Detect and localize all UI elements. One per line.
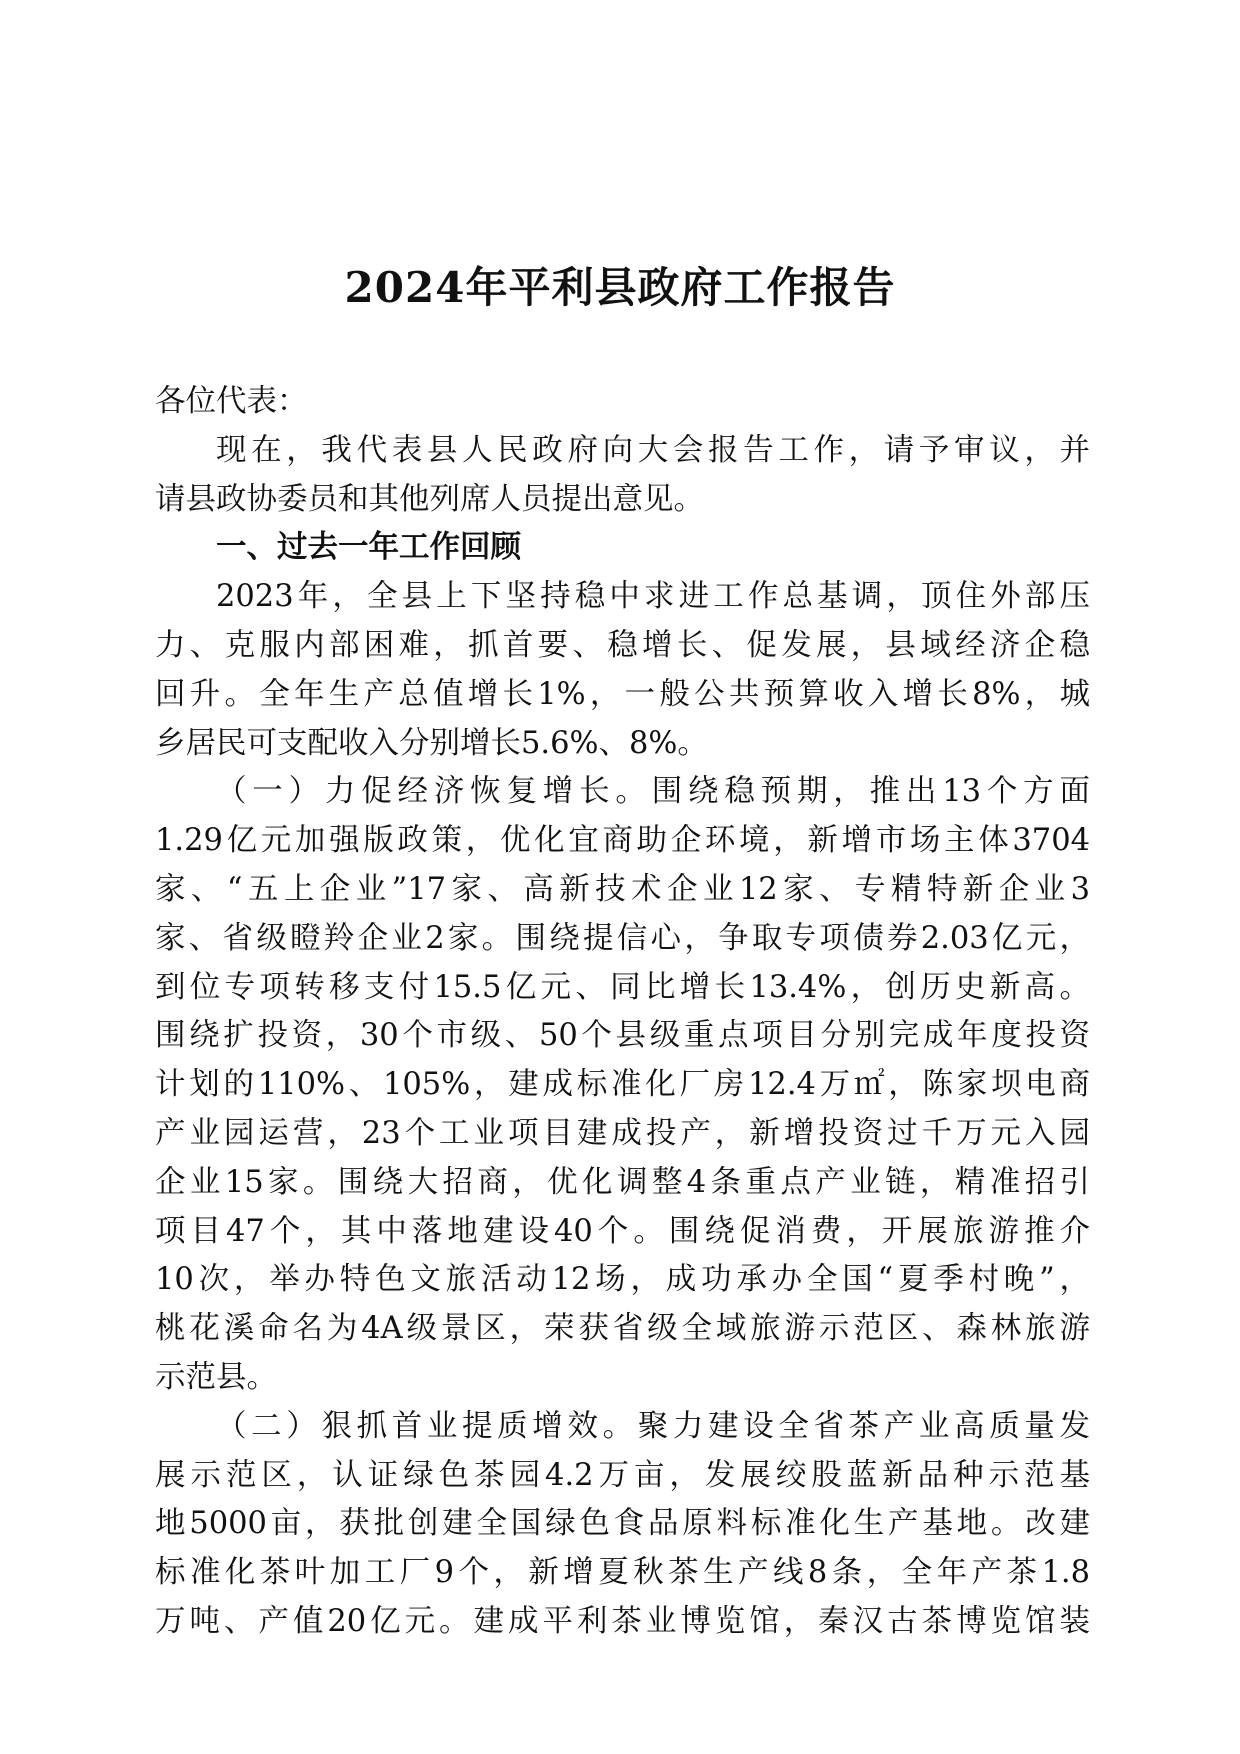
paragraph-line: 项目47个，其中落地建设40个。围绕促消费，开展旅游推介 [155,1213,1090,1249]
document-title: 2024年平利县政府工作报告 [344,263,896,312]
paragraph-line: 展示范区，认证绿色茶园4.2万亩，发展绞股蓝新品种示范基 [155,1457,1090,1493]
paragraph-line: 地5000亩，获批创建全国绿色食品原料标准化生产基地。改建 [155,1506,1090,1542]
document-body [155,378,1090,1647]
paragraph-line: （一）力促经济恢复增长。围绕稳预期，推出13个方面 [216,774,1090,810]
paragraph-line: 标准化茶叶加工厂9个，新增夏秋茶生产线8条，全年产茶1.8 [155,1555,1090,1591]
paragraph-line: 现在，我代表县人民政府向大会报告工作，请予审议，并 [216,432,1090,468]
paragraph-line: 家、省级瞪羚企业2家。围绕提信心，争取专项债券2.03亿元， [155,920,1090,956]
paragraph-line: 计划的110%、105%，建成标准化厂房12.4万㎡，陈家坝电商 [155,1067,1090,1103]
paragraph-line: 乡居民可支配收入分别增长5.6%、8%。 [155,725,708,761]
paragraph-line: 桃花溪命名为4A级景区，荣获省级全域旅游示范区、森林旅游 [155,1311,1090,1347]
paragraph-line: 2023年，全县上下坚持稳中求进工作总基调，顶住外部压 [216,579,1090,615]
paragraph-line: 家、“五上企业”17家、高新技术企业12家、专精特新企业3 [155,871,1090,907]
paragraph-line: 回升。全年生产总值增长1%，一般公共预算收入增长8%，城 [155,676,1090,712]
salutation: 各位代表： [155,384,308,419]
paragraph-line: 产业园运营，23个工业项目建成投产，新增投资过千万元入园 [155,1115,1090,1151]
paragraph-line: 企业15家。围绕大招商，优化调整4条重点产业链，精准招引 [155,1164,1090,1200]
paragraph-line: 围绕扩投资，30个市级、50个县级重点项目分别完成年度投资 [155,1018,1090,1054]
paragraph-line: 请县政协委员和其他列席人员提出意见。 [155,481,704,517]
paragraph-line: 1.29亿元加强版政策，优化宜商助企环境，新增市场主体3704 [155,823,1090,859]
paragraph-line: 万吨、产值20亿元。建成平利茶业博览馆，秦汉古茶博览馆装 [155,1603,1090,1639]
paragraph-line: 到位专项转移支付15.5亿元、同比增长13.4%，创历史新高。 [155,969,1090,1005]
paragraph-line: （二）狠抓首业提质增效。聚力建设全省茶产业高质量发 [216,1408,1090,1444]
paragraph-line: 力、克服内部困难，抓首要、稳增长、促发展，县域经济企稳 [155,627,1090,663]
paragraph-line: 10次，举办特色文旅活动12场，成功承办全国“夏季村晚”， [155,1262,1090,1298]
section-heading: 一、过去一年工作回顾 [216,530,521,566]
paragraph-line: 示范县。 [155,1359,277,1395]
